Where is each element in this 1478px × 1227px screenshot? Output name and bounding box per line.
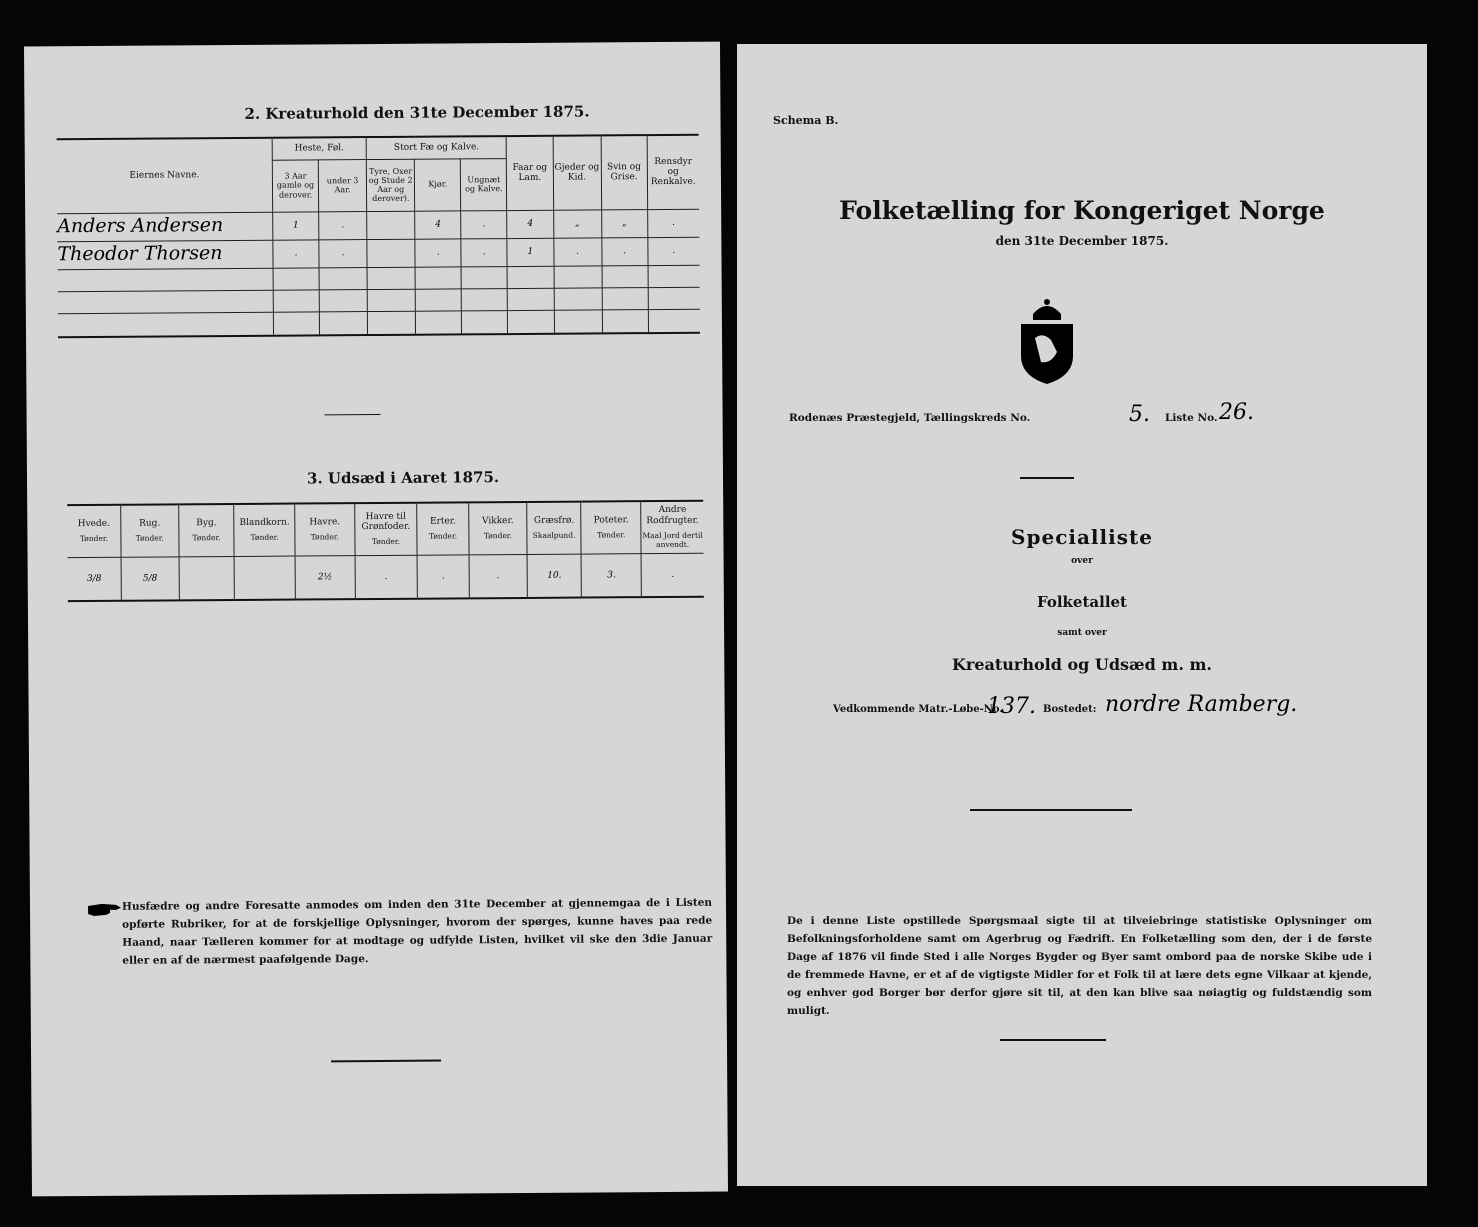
cell — [367, 239, 415, 267]
header-cattle-a: Tyre, Oxer og Stude 2 Aar og derover). — [366, 159, 414, 211]
pointing-hand-icon — [88, 901, 118, 917]
seed-header-label: Poteter. — [593, 514, 629, 526]
cell: 4 — [415, 210, 461, 238]
livestock-table — [57, 134, 700, 338]
cell: 1 — [273, 211, 319, 239]
cell: . — [647, 209, 699, 237]
over-label: over — [1071, 556, 1093, 566]
cell: 4 — [507, 210, 553, 238]
cell: „ — [553, 209, 601, 237]
seed-value-cell: 3/8 — [68, 557, 122, 601]
header-horses-b: under 3 Aar. — [318, 159, 366, 211]
divider — [325, 414, 381, 415]
seed-header — [581, 501, 641, 553]
cell: . — [319, 211, 367, 239]
samt-over-label: samt over — [1057, 628, 1107, 638]
seed-header-unit: Tønder. — [250, 532, 279, 542]
seed-header-unit: Tønder. — [597, 530, 626, 540]
kreaturhold-label: Kreaturhold og Udsæd m. m. — [952, 655, 1212, 674]
seed-header-unit: Tønder. — [192, 533, 221, 543]
seed-header-unit: Tønder. — [371, 537, 401, 547]
seed-value-cell: 2½ — [295, 555, 355, 599]
seed-value-cell: 3. — [581, 553, 641, 597]
seed-value-cell: . — [641, 553, 703, 597]
header-pigs: Svin og Grise. — [601, 135, 648, 209]
seed-header-label: Blandkorn. — [239, 517, 290, 528]
cell: . — [461, 238, 507, 266]
seed-value-cell — [235, 556, 296, 600]
cell: . — [415, 238, 461, 266]
seed-header — [417, 502, 469, 554]
seed-header-label: Græsfrø. — [533, 515, 575, 526]
header-horses-a: 3 Aar gamle og derover. — [272, 159, 318, 211]
matr-label: Vedkommende Matr.-Løbe-No. — [833, 704, 1003, 715]
cell: . — [461, 210, 507, 238]
seed-header-label: Havre. — [309, 517, 341, 528]
divider — [331, 1060, 441, 1063]
divider — [1000, 1039, 1106, 1041]
seed-header-unit: Tønder. — [79, 533, 109, 544]
info-text: De i denne Liste opstillede Spørgsmaal sigte til at tilveiebringe statistiske Oplysninger om Befolkningsforholdene samt om Agerbrug og Fædrift. En Folketælling som den, der i de første Dage af 1876 vil finde Sted i alle Norges Bygder og Byer samt ombord paa de norske Skibe ude i de fremmede Havne, er et af de vigtigste Midler for et Folk til at lære dets egne Vilkaar at kjende, og enhver god Borger bør derfor gjøre sit til, at den kan blive saa nøiagtig og fuldstændig som muligt. — [787, 915, 1372, 1017]
seed-header — [469, 502, 527, 554]
seed-value-cell: . — [417, 554, 469, 598]
matr-number: 137. — [987, 694, 1036, 719]
seed-value-cell: . — [469, 554, 527, 598]
seed-value-cell: . — [355, 555, 418, 599]
seed-header-label: Vikker. — [481, 515, 514, 527]
seed-header-label: Erter. — [429, 516, 456, 527]
cell — [367, 211, 415, 239]
cell: . — [601, 237, 647, 265]
header-cattle-b: Kjør. — [415, 158, 461, 210]
owner-cell: Theodor Thorsen — [57, 240, 273, 270]
seed-header-label: Havre til Grønfoder. — [361, 511, 411, 533]
list-label: Liste No. — [1165, 412, 1218, 424]
divider — [1020, 477, 1074, 479]
owner-cell: Anders Andersen — [57, 212, 273, 242]
bosted-label: Bostedet: — [1043, 704, 1097, 715]
cell: „ — [601, 209, 647, 237]
seed-header-unit: Skaalpund. — [532, 530, 576, 541]
notice-text: Husfædre og andre Foresatte anmodes om inden den 31te December at gjennemgaa de i Listen opførte Rubriker, for at de forskjellige Oplysninger, hvorom der spørges, kunne haves paa rede Haand, naar Tælleren kommer for at modtage og udfylde Listen, hvilket vil ske den 3die Januar eller en af de nærmest paafølgende Dage. — [121, 896, 713, 967]
bosted-value: nordre Ramberg. — [1105, 692, 1298, 717]
cell: . — [648, 237, 700, 265]
section3-title: 3. Udsæd i Aaret 1875. — [306, 468, 500, 488]
cell: . — [319, 239, 367, 267]
left-page — [24, 42, 728, 1197]
seed-header — [354, 503, 417, 555]
seed-header-unit: Tønder. — [428, 531, 458, 541]
seed-header-unit: Maal Jord dertil anvendt. — [642, 530, 703, 549]
seed-header — [234, 504, 295, 556]
right-page — [737, 44, 1427, 1186]
special-title: Specialliste — [1011, 525, 1153, 549]
seed-header-label: Andre Rodfrugter. — [646, 505, 699, 526]
seed-header — [527, 502, 582, 554]
header-owner: Eiernes Navne. — [57, 138, 273, 214]
seed-table — [67, 500, 704, 602]
seed-header-label: Byg. — [196, 517, 217, 529]
seed-header-unit: Tønder. — [310, 532, 339, 542]
schema-label: Schema B. — [773, 114, 839, 127]
seed-value-cell: 5/8 — [121, 556, 179, 600]
table-row — [68, 553, 704, 601]
header-sheep: Faar og Lam. — [507, 136, 554, 210]
seed-header-label: Rug. — [139, 518, 161, 529]
district-number: 5. — [1129, 402, 1150, 427]
parish-label: Rodenæs Præstegjeld, Tællingskreds No. — [789, 412, 1031, 424]
page-title: Folketælling for Kongeriget Norge — [839, 196, 1325, 225]
table-row — [57, 209, 699, 241]
list-number: 26. — [1219, 400, 1254, 425]
seed-value-cell: 10. — [527, 554, 582, 598]
header-reindeer: Rensdyr og Renkalve. — [647, 135, 699, 209]
divider — [970, 809, 1132, 811]
folketallet-label: Folketallet — [1037, 593, 1127, 611]
header-cattle: Stort Fæ og Kalve. — [366, 136, 506, 159]
seed-header — [121, 504, 179, 556]
table-row — [57, 237, 699, 269]
header-goats: Gjeder og Kid. — [553, 135, 602, 209]
seed-header — [67, 505, 121, 557]
seed-value-cell — [179, 556, 235, 600]
seed-header — [641, 501, 704, 553]
cell: 1 — [507, 238, 553, 266]
cell: . — [553, 237, 601, 265]
table-row — [58, 309, 700, 337]
seed-header-unit: Tønder. — [135, 533, 164, 543]
seed-header — [295, 503, 355, 555]
census-date: den 31te December 1875. — [995, 234, 1169, 248]
section2-title: 2. Kreaturhold den 31te December 1875. — [244, 102, 590, 123]
seed-header — [178, 504, 234, 556]
cell: . — [273, 239, 319, 267]
header-cattle-c: Ungnæt og Kalve. — [461, 158, 507, 210]
coat-of-arms-icon — [1017, 294, 1077, 386]
seed-header-label: Hvede. — [77, 518, 110, 529]
seed-header-unit: Tønder. — [483, 531, 513, 541]
header-horses: Heste, Føl. — [272, 137, 366, 160]
